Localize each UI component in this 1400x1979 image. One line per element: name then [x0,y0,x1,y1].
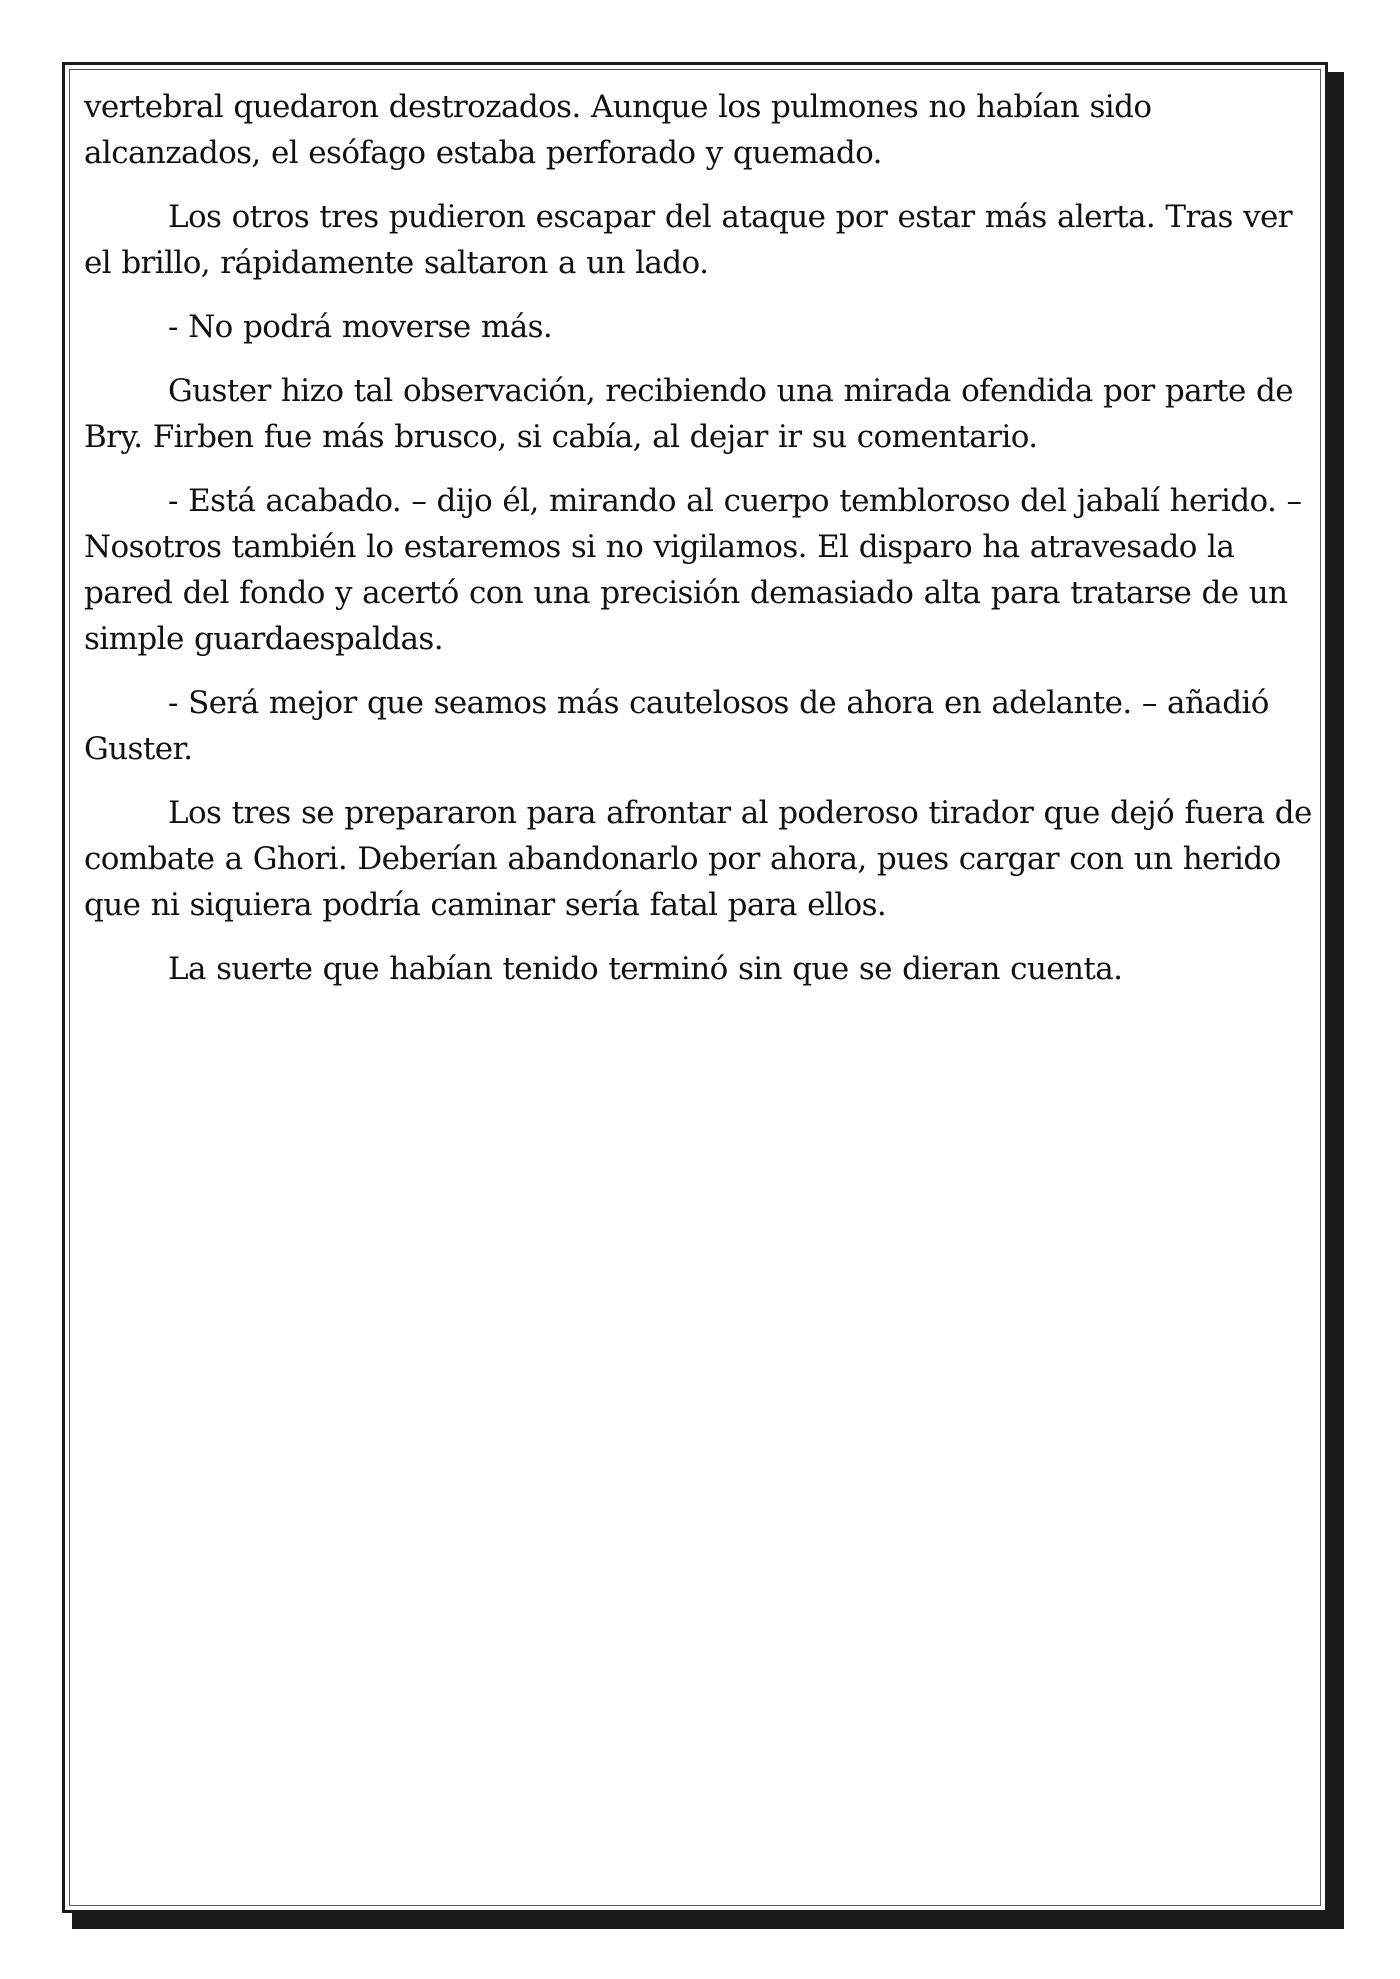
paragraph: Guster hizo tal observación, recibiendo una mirada ofendida por parte de Bry. Firben fue más brusco, si cabía, al dejar ir su comentario. [84,373,1294,455]
page-text [84,84,1316,1010]
dialogue-line: - Será mejor que seamos más cautelosos de ahora en adelante. – añadió Guster. [84,685,1269,767]
paragraph: Los otros tres pudieron escapar del ataque por estar más alerta. Tras ver el brillo, rápidamente saltaron a un lado. [84,199,1292,281]
paragraph: Los tres se prepararon para afrontar al poderoso tirador que dejó fuera de combate a Ghori. Deberían abandonarlo por ahora, pues cargar con un herido que ni siquiera podría caminar sería fatal para ellos. [84,795,1312,923]
dialogue-line: - Está acabado. – dijo él, mirando al cuerpo tembloroso del jabalí herido. – Nosotros también lo estaremos si no vigilamos. El disparo ha atravesado la pared del fondo y acertó con una precisión demasiado alta para tratarse de un simple guardaespaldas. [84,483,1302,657]
paragraph-continuation: vertebral quedaron destrozados. Aunque los pulmones no habían sido alcanzados, el esófago estaba perforado y quemado. [84,89,1152,171]
dialogue-line: - No podrá moverse más. [168,309,553,345]
paragraph: La suerte que habían tenido terminó sin que se dieran cuenta. [168,951,1123,987]
